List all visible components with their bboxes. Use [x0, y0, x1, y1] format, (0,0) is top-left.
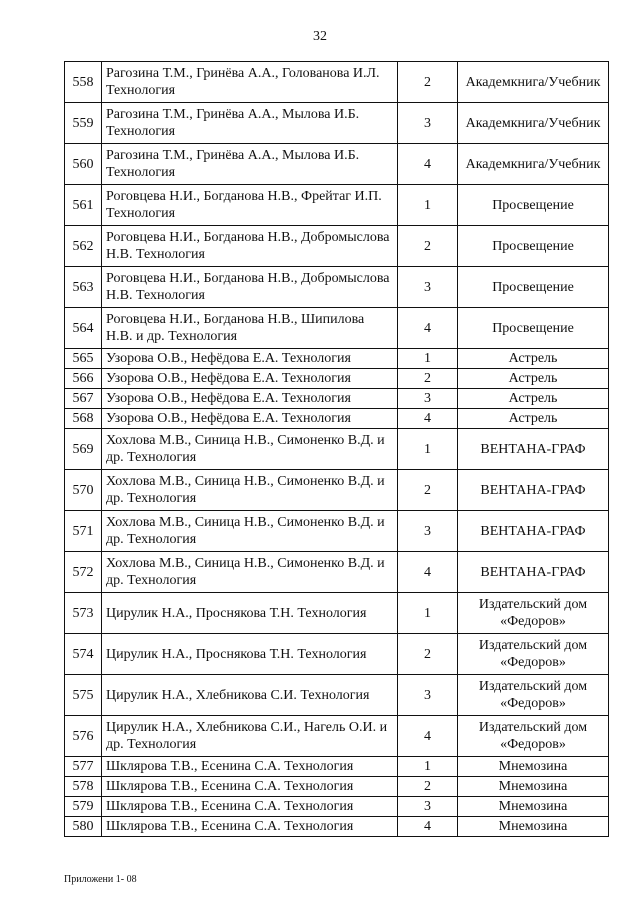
- textbook-table: [64, 61, 609, 837]
- table-row: [65, 716, 609, 757]
- row-authors-title: Роговцева Н.И., Богданова Н.В., Добромыслова Н.В. Технология: [102, 226, 398, 267]
- row-number: 569: [65, 429, 102, 470]
- table-row: [65, 62, 609, 103]
- row-grade: 4: [398, 716, 458, 757]
- row-publisher: Издательский дом «Федоров»: [458, 675, 609, 716]
- row-number: 575: [65, 675, 102, 716]
- table-row: [65, 511, 609, 552]
- row-authors-title: Цирулик Н.А., Проснякова Т.Н. Технология: [102, 593, 398, 634]
- row-grade: 4: [398, 144, 458, 185]
- row-number: 571: [65, 511, 102, 552]
- row-grade: 3: [398, 103, 458, 144]
- row-publisher: Академкнига/Учебник: [458, 103, 609, 144]
- row-authors-title: Узорова О.В., Нефёдова Е.А. Технология: [102, 389, 398, 409]
- table-row: [65, 267, 609, 308]
- row-authors-title: Шклярова Т.В., Есенина С.А. Технология: [102, 817, 398, 837]
- table-row: [65, 675, 609, 716]
- row-authors-title: Цирулик Н.А., Хлебникова С.И. Технология: [102, 675, 398, 716]
- row-publisher: Академкнига/Учебник: [458, 62, 609, 103]
- table-row: [65, 308, 609, 349]
- row-authors-title: Узорова О.В., Нефёдова Е.А. Технология: [102, 369, 398, 389]
- row-authors-title: Хохлова М.В., Синица Н.В., Симоненко В.Д. и др. Технология: [102, 552, 398, 593]
- table-row: [65, 409, 609, 429]
- table-row: [65, 389, 609, 409]
- row-publisher: ВЕНТАНА-ГРАФ: [458, 470, 609, 511]
- row-publisher: Издательский дом «Федоров»: [458, 593, 609, 634]
- row-number: 560: [65, 144, 102, 185]
- row-number: 562: [65, 226, 102, 267]
- row-publisher: Просвещение: [458, 308, 609, 349]
- row-grade: 2: [398, 470, 458, 511]
- row-authors-title: Цирулик Н.А., Хлебникова С.И., Нагель О.И. и др. Технология: [102, 716, 398, 757]
- row-authors-title: Цирулик Н.А., Проснякова Т.Н. Технология: [102, 634, 398, 675]
- row-publisher: Просвещение: [458, 185, 609, 226]
- row-authors-title: Роговцева Н.И., Богданова Н.В., Шипилова Н.В. и др. Технология: [102, 308, 398, 349]
- row-grade: 3: [398, 675, 458, 716]
- row-number: 567: [65, 389, 102, 409]
- row-grade: 1: [398, 757, 458, 777]
- row-grade: 4: [398, 817, 458, 837]
- table-row: [65, 552, 609, 593]
- row-number: 572: [65, 552, 102, 593]
- row-number: 566: [65, 369, 102, 389]
- row-authors-title: Хохлова М.В., Синица Н.В., Симоненко В.Д. и др. Технология: [102, 511, 398, 552]
- row-publisher: Просвещение: [458, 267, 609, 308]
- row-publisher: Мнемозина: [458, 817, 609, 837]
- row-authors-title: Хохлова М.В., Синица Н.В., Симоненко В.Д. и др. Технология: [102, 470, 398, 511]
- table-row: [65, 593, 609, 634]
- row-number: 558: [65, 62, 102, 103]
- table-row: [65, 429, 609, 470]
- row-grade: 2: [398, 634, 458, 675]
- row-grade: 2: [398, 226, 458, 267]
- row-number: 576: [65, 716, 102, 757]
- row-number: 579: [65, 797, 102, 817]
- row-grade: 3: [398, 389, 458, 409]
- row-grade: 1: [398, 429, 458, 470]
- row-publisher: Просвещение: [458, 226, 609, 267]
- row-grade: 3: [398, 267, 458, 308]
- row-publisher: Мнемозина: [458, 777, 609, 797]
- row-number: 573: [65, 593, 102, 634]
- row-authors-title: Шклярова Т.В., Есенина С.А. Технология: [102, 797, 398, 817]
- row-grade: 3: [398, 511, 458, 552]
- row-publisher: Мнемозина: [458, 797, 609, 817]
- row-authors-title: Шклярова Т.В., Есенина С.А. Технология: [102, 757, 398, 777]
- row-authors-title: Узорова О.В., Нефёдова Е.А. Технология: [102, 409, 398, 429]
- table-row: [65, 226, 609, 267]
- row-publisher: Академкнига/Учебник: [458, 144, 609, 185]
- row-publisher: Издательский дом «Федоров»: [458, 716, 609, 757]
- table-row: [65, 470, 609, 511]
- row-number: 570: [65, 470, 102, 511]
- row-authors-title: Рагозина Т.М., Гринёва А.А., Мылова И.Б. Технология: [102, 144, 398, 185]
- row-publisher: Издательский дом «Федоров»: [458, 634, 609, 675]
- footer-note: Приложени 1- 08: [64, 874, 137, 885]
- table-row: [65, 144, 609, 185]
- table-row: [65, 103, 609, 144]
- row-authors-title: Роговцева Н.И., Богданова Н.В., Добромыслова Н.В. Технология: [102, 267, 398, 308]
- table-row: [65, 777, 609, 797]
- row-number: 577: [65, 757, 102, 777]
- row-number: 559: [65, 103, 102, 144]
- row-number: 578: [65, 777, 102, 797]
- row-authors-title: Узорова О.В., Нефёдова Е.А. Технология: [102, 349, 398, 369]
- row-authors-title: Рагозина Т.М., Гринёва А.А., Голованова И.Л. Технология: [102, 62, 398, 103]
- table-body: [65, 62, 609, 837]
- table-row: [65, 185, 609, 226]
- row-number: 563: [65, 267, 102, 308]
- row-grade: 2: [398, 369, 458, 389]
- table-row: [65, 634, 609, 675]
- row-number: 561: [65, 185, 102, 226]
- table-row: [65, 817, 609, 837]
- table-row: [65, 349, 609, 369]
- row-authors-title: Рагозина Т.М., Гринёва А.А., Мылова И.Б. Технология: [102, 103, 398, 144]
- row-publisher: Астрель: [458, 349, 609, 369]
- row-publisher: Астрель: [458, 389, 609, 409]
- row-authors-title: Шклярова Т.В., Есенина С.А. Технология: [102, 777, 398, 797]
- row-grade: 4: [398, 409, 458, 429]
- row-authors-title: Хохлова М.В., Синица Н.В., Симоненко В.Д. и др. Технология: [102, 429, 398, 470]
- row-publisher: Мнемозина: [458, 757, 609, 777]
- row-authors-title: Роговцева Н.И., Богданова Н.В., Фрейтаг И.П. Технология: [102, 185, 398, 226]
- row-grade: 4: [398, 308, 458, 349]
- row-number: 564: [65, 308, 102, 349]
- row-number: 574: [65, 634, 102, 675]
- row-number: 580: [65, 817, 102, 837]
- row-publisher: ВЕНТАНА-ГРАФ: [458, 552, 609, 593]
- table-row: [65, 797, 609, 817]
- row-grade: 3: [398, 797, 458, 817]
- table-row: [65, 369, 609, 389]
- row-grade: 4: [398, 552, 458, 593]
- row-grade: 1: [398, 593, 458, 634]
- table-row: [65, 757, 609, 777]
- row-publisher: Астрель: [458, 369, 609, 389]
- row-grade: 2: [398, 777, 458, 797]
- row-number: 568: [65, 409, 102, 429]
- row-publisher: Астрель: [458, 409, 609, 429]
- row-grade: 1: [398, 185, 458, 226]
- row-number: 565: [65, 349, 102, 369]
- row-grade: 1: [398, 349, 458, 369]
- row-grade: 2: [398, 62, 458, 103]
- page-number: 32: [313, 29, 327, 44]
- row-publisher: ВЕНТАНА-ГРАФ: [458, 429, 609, 470]
- row-publisher: ВЕНТАНА-ГРАФ: [458, 511, 609, 552]
